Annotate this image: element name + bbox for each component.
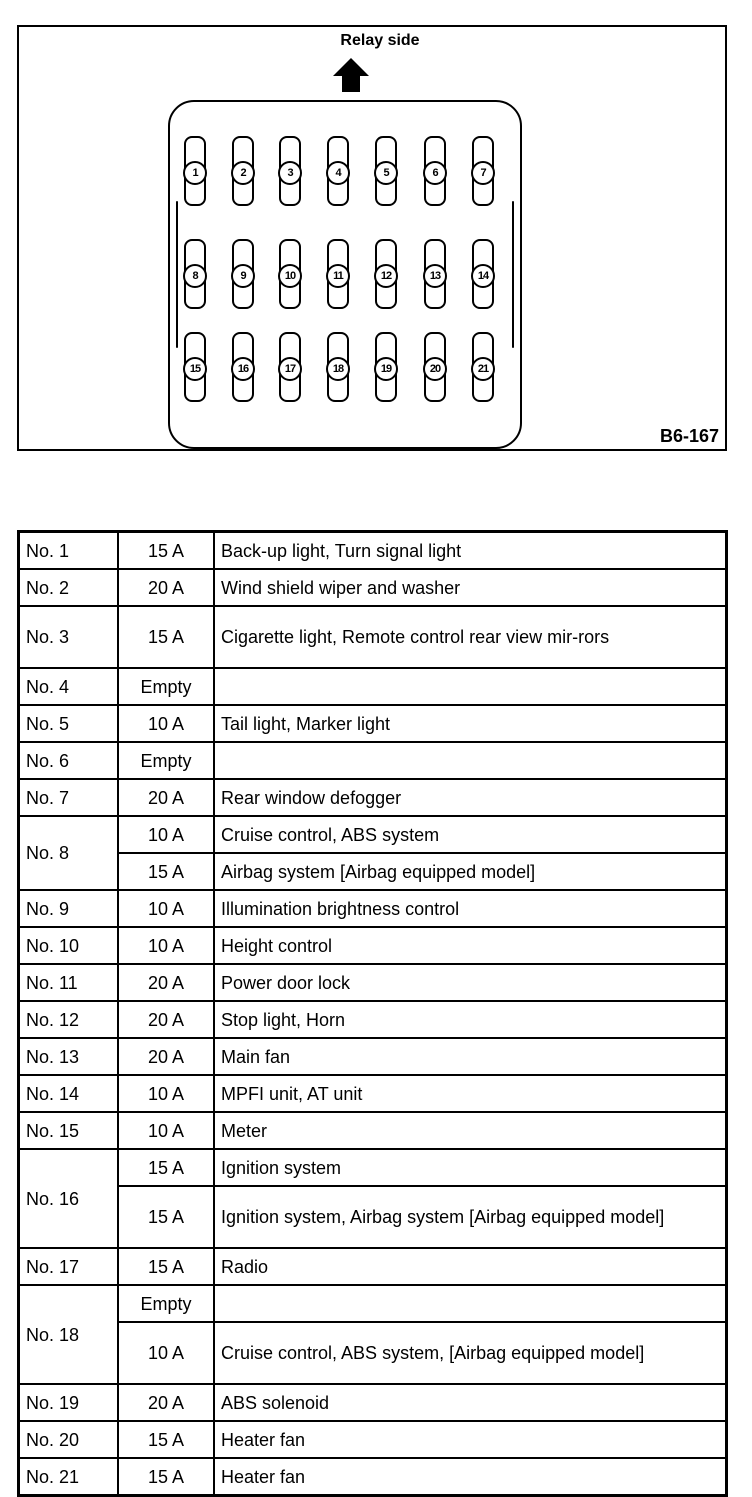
- fuse-rating: 10 A: [118, 927, 214, 964]
- fuse-no: No. 7: [19, 779, 119, 816]
- fuse-circuit: Heater fan: [214, 1458, 727, 1496]
- fuse-circuit: Wind shield wiper and washer: [214, 569, 727, 606]
- fuse-slot: [232, 332, 254, 402]
- fuse-rating: 20 A: [118, 569, 214, 606]
- fuse-no: No. 14: [19, 1075, 119, 1112]
- table-row: [19, 606, 727, 668]
- fuse-circuit: Cruise control, ABS system, [Airbag equipped model]: [214, 1322, 727, 1384]
- fuse-rating: Empty: [118, 668, 214, 705]
- fuse-rating: 20 A: [118, 964, 214, 1001]
- fuse-circuit: Heater fan: [214, 1421, 727, 1458]
- fuse-number: 14: [471, 264, 495, 288]
- fuse-no: No. 20: [19, 1421, 119, 1458]
- arrow-up-icon: [332, 57, 370, 93]
- fuse-circuit: Back-up light, Turn signal light: [214, 532, 727, 570]
- table-row: [19, 1384, 727, 1421]
- fuse-slot: [375, 136, 397, 206]
- fuse-circuit: Cigarette light, Remote control rear view mir-rors: [214, 606, 727, 668]
- fuse-circuit: [214, 742, 727, 779]
- fuse-rating: 20 A: [118, 1038, 214, 1075]
- fuse-slot: [424, 136, 446, 206]
- fuse-circuit: Ignition system, Airbag system [Airbag equipped model]: [214, 1186, 727, 1248]
- fuse-rating: 15 A: [118, 1186, 214, 1248]
- fuse-circuit: Main fan: [214, 1038, 727, 1075]
- fuse-number: 15: [183, 357, 207, 381]
- fuse-rating: 20 A: [118, 1384, 214, 1421]
- fuse-number: 21: [471, 357, 495, 381]
- fuse-slot: [472, 239, 494, 309]
- fuse-circuit: MPFI unit, AT unit: [214, 1075, 727, 1112]
- fuse-no: No. 11: [19, 964, 119, 1001]
- fuse-number: 10: [278, 264, 302, 288]
- fuse-no: No. 21: [19, 1458, 119, 1496]
- table-row: [19, 853, 727, 890]
- fuse-no: No. 5: [19, 705, 119, 742]
- fuse-rating: 15 A: [118, 1421, 214, 1458]
- fuse-rating: 10 A: [118, 890, 214, 927]
- fuse-no: No. 6: [19, 742, 119, 779]
- table-row: [19, 742, 727, 779]
- fuse-table: [17, 530, 728, 1497]
- fuse-slot: [184, 332, 206, 402]
- table-row: [19, 964, 727, 1001]
- fuse-slot: [424, 332, 446, 402]
- fuse-number: 12: [374, 264, 398, 288]
- fuse-rating: 20 A: [118, 779, 214, 816]
- fuse-slot: [424, 239, 446, 309]
- fuse-rating: 10 A: [118, 1075, 214, 1112]
- fuse-rating: 15 A: [118, 606, 214, 668]
- fuse-no: No. 4: [19, 668, 119, 705]
- fuse-number: 19: [374, 357, 398, 381]
- fuse-slot: [472, 136, 494, 206]
- table-row: [19, 890, 727, 927]
- fuse-number: 7: [471, 161, 495, 185]
- fuse-number: 1: [183, 161, 207, 185]
- figure-code: B6-167: [659, 426, 719, 446]
- fuse-number: 2: [231, 161, 255, 185]
- fuse-no: No. 13: [19, 1038, 119, 1075]
- fuse-circuit: [214, 668, 727, 705]
- fuse-no: No. 1: [19, 532, 119, 570]
- fuse-circuit: Height control: [214, 927, 727, 964]
- relay-side-label: Relay side: [340, 32, 420, 49]
- table-row: [19, 705, 727, 742]
- table-row: [19, 816, 727, 853]
- fuse-rating: Empty: [118, 742, 214, 779]
- fuse-circuit: Meter: [214, 1112, 727, 1149]
- fuse-slot: [327, 239, 349, 309]
- fuse-rating: 15 A: [118, 1248, 214, 1285]
- fuse-rating: 15 A: [118, 853, 214, 890]
- fuse-slot: [184, 136, 206, 206]
- fuse-slot: [232, 136, 254, 206]
- fuse-rating: 10 A: [118, 1322, 214, 1384]
- fuse-slot: [279, 239, 301, 309]
- fuse-rating: 10 A: [118, 816, 214, 853]
- table-row: [19, 1186, 727, 1248]
- table-row: [19, 1075, 727, 1112]
- table-row: [19, 1112, 727, 1149]
- fuse-no: No. 15: [19, 1112, 119, 1149]
- fuse-number: 18: [326, 357, 350, 381]
- table-row: [19, 779, 727, 816]
- table-row: [19, 532, 727, 570]
- fuse-slot: [279, 136, 301, 206]
- fuse-number: 5: [374, 161, 398, 185]
- fuse-circuit: Airbag system [Airbag equipped model]: [214, 853, 727, 890]
- fuse-no: No. 3: [19, 606, 119, 668]
- fuse-circuit: Ignition system: [214, 1149, 727, 1186]
- fuse-number: 3: [278, 161, 302, 185]
- fuse-no: No. 10: [19, 927, 119, 964]
- fuse-rating: 10 A: [118, 705, 214, 742]
- fuse-number: 9: [231, 264, 255, 288]
- fuse-no: No. 19: [19, 1384, 119, 1421]
- fuse-no: No. 9: [19, 890, 119, 927]
- fuse-slot: [327, 332, 349, 402]
- fuse-box-diagram: [17, 25, 727, 451]
- fuse-circuit: Cruise control, ABS system: [214, 816, 727, 853]
- table-row: [19, 927, 727, 964]
- table-row: [19, 1421, 727, 1458]
- fuse-number: 13: [423, 264, 447, 288]
- fuse-slot: [327, 136, 349, 206]
- fuse-no: No. 8: [19, 816, 119, 890]
- fuse-rating: 10 A: [118, 1112, 214, 1149]
- fuse-number: 11: [326, 264, 350, 288]
- fuse-no: No. 16: [19, 1149, 119, 1248]
- table-row: [19, 1458, 727, 1496]
- fuse-slot: [375, 239, 397, 309]
- fuse-rating: 15 A: [118, 1149, 214, 1186]
- table-row: [19, 668, 727, 705]
- table-row: [19, 1149, 727, 1186]
- table-row: [19, 569, 727, 606]
- table-row: [19, 1322, 727, 1384]
- fuse-no: No. 12: [19, 1001, 119, 1038]
- fuse-circuit: [214, 1285, 727, 1322]
- fuse-number: 20: [423, 357, 447, 381]
- fuse-number: 17: [278, 357, 302, 381]
- fuse-circuit: ABS solenoid: [214, 1384, 727, 1421]
- fuse-no: No. 18: [19, 1285, 119, 1384]
- fuse-circuit: Power door lock: [214, 964, 727, 1001]
- table-row: [19, 1285, 727, 1322]
- fuse-slot: [375, 332, 397, 402]
- fuse-number: 8: [183, 264, 207, 288]
- fuse-number: 4: [326, 161, 350, 185]
- fuse-slot: [232, 239, 254, 309]
- fuse-rating: 15 A: [118, 1458, 214, 1496]
- fuse-rating: 20 A: [118, 1001, 214, 1038]
- fuse-circuit: Tail light, Marker light: [214, 705, 727, 742]
- fuse-rating: 15 A: [118, 532, 214, 570]
- table-row: [19, 1001, 727, 1038]
- fuse-number: 6: [423, 161, 447, 185]
- fuse-no: No. 17: [19, 1248, 119, 1285]
- fuse-circuit: Illumination brightness control: [214, 890, 727, 927]
- fuse-slot: [279, 332, 301, 402]
- fuse-number: 16: [231, 357, 255, 381]
- fuse-rating: Empty: [118, 1285, 214, 1322]
- table-row: [19, 1038, 727, 1075]
- fuse-circuit: Stop light, Horn: [214, 1001, 727, 1038]
- fuse-circuit: Rear window defogger: [214, 779, 727, 816]
- fuse-circuit: Radio: [214, 1248, 727, 1285]
- fuse-slot: [472, 332, 494, 402]
- table-row: [19, 1248, 727, 1285]
- fuse-no: No. 2: [19, 569, 119, 606]
- fuse-slot: [184, 239, 206, 309]
- fuse-block: [168, 100, 522, 449]
